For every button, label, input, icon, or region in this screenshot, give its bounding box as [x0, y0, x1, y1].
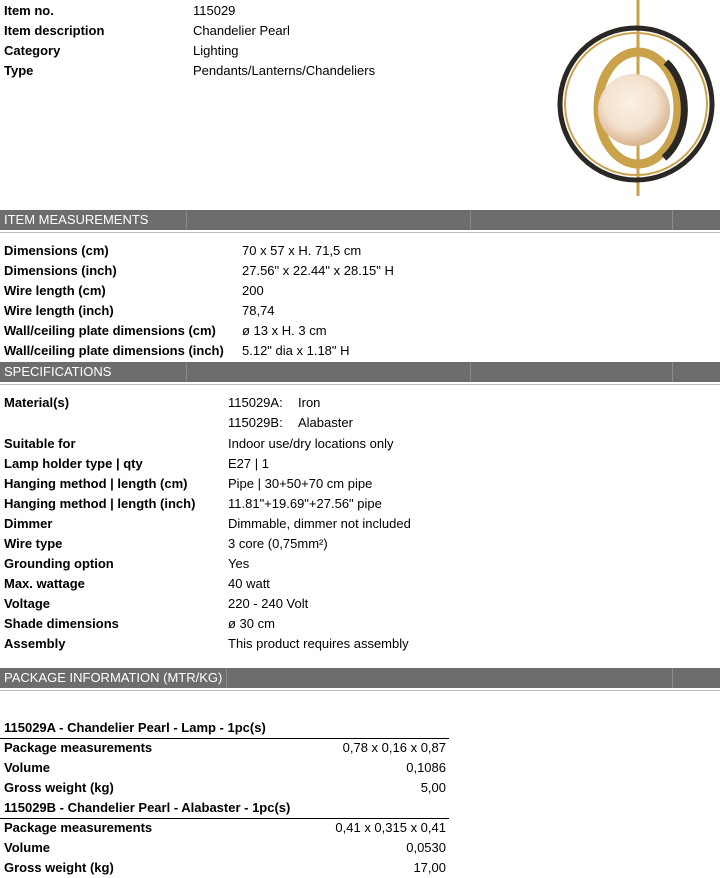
divider [0, 232, 720, 233]
spec-label: Voltage [4, 596, 50, 611]
package-label: Gross weight (kg) [4, 780, 114, 795]
package-value: 0,0530 [406, 840, 446, 855]
material-value: Alabaster [298, 415, 353, 430]
spec-label: Dimmer [4, 516, 53, 531]
spec-label: Lamp holder type | qty [4, 456, 143, 471]
package-value: 0,41 x 0,315 x 0,41 [335, 820, 446, 835]
package-group-rule [0, 738, 449, 739]
spec-value: Yes [228, 556, 250, 571]
measure-label: Wire length (cm) [4, 283, 106, 298]
measurements-title: ITEM MEASUREMENTS [4, 212, 149, 227]
spec-label: Assembly [4, 636, 66, 651]
spec-value: This product requires assembly [228, 636, 409, 651]
spec-value: 220 - 240 Volt [228, 596, 309, 611]
item-no-value: 115029 [193, 3, 236, 18]
package-label: Volume [4, 840, 50, 855]
measure-value: 27.56" x 22.44" x 28.15" H [242, 263, 394, 278]
package-label: Package measurements [4, 820, 153, 835]
spec-value: E27 | 1 [228, 456, 269, 471]
divider [0, 690, 720, 691]
spec-label: Wire type [4, 536, 63, 551]
specifications-title: SPECIFICATIONS [4, 364, 112, 379]
spec-value: Pipe | 30+50+70 cm pipe [228, 476, 373, 491]
spec-label: Max. wattage [4, 576, 85, 591]
spec-value: Indoor use/dry locations only [228, 436, 394, 451]
measure-label: Wall/ceiling plate dimensions (cm) [4, 323, 216, 338]
spec-value: Dimmable, dimmer not included [228, 516, 411, 531]
package-value: 0,1086 [406, 760, 446, 775]
type-label: Type [4, 63, 34, 78]
spec-value: ø 30 cm [228, 616, 275, 631]
item-description-label: Item description [4, 23, 105, 38]
spec-label: Hanging method | length (cm) [4, 476, 188, 491]
spec-value: 40 watt [228, 576, 270, 591]
product-image [548, 0, 720, 200]
spec-label: Hanging method | length (inch) [4, 496, 196, 511]
package-title: PACKAGE INFORMATION (MTR/KG) [4, 670, 223, 685]
alabaster-shade [598, 74, 670, 146]
measure-label: Dimensions (inch) [4, 263, 117, 278]
package-section-header [0, 668, 720, 688]
material-code: 115029A: [228, 395, 283, 410]
divider [0, 384, 720, 385]
package-group-rule [0, 818, 449, 819]
spec-value: 11.81"+19.69"+27.56" pipe [228, 496, 382, 511]
measure-value: 78,74 [242, 303, 275, 318]
package-value: 17,00 [413, 860, 446, 875]
item-description-value: Chandelier Pearl [193, 23, 290, 38]
measure-label: Wall/ceiling plate dimensions (inch) [4, 343, 224, 358]
package-label: Volume [4, 760, 50, 775]
specifications-section-header [0, 362, 720, 382]
type-value: Pendants/Lanterns/Chandeliers [193, 63, 376, 78]
spec-label: Suitable for [4, 436, 76, 451]
measure-value: ø 13 x H. 3 cm [242, 323, 327, 338]
measure-label: Wire length (inch) [4, 303, 114, 318]
spec-value: 3 core (0,75mm²) [228, 536, 328, 551]
item-no-label: Item no. [4, 3, 54, 18]
material-code: 115029B: [228, 415, 283, 430]
spec-label: Shade dimensions [4, 616, 119, 631]
category-label: Category [4, 43, 61, 58]
package-value: 5,00 [420, 780, 446, 795]
package-group-heading: 115029B - Chandelier Pearl - Alabaster - 1pc(s) [4, 800, 291, 815]
package-value: 0,78 x 0,16 x 0,87 [342, 740, 446, 755]
package-group-heading: 115029A - Chandelier Pearl - Lamp - 1pc(s) [4, 720, 266, 735]
category-value: Lighting [193, 43, 239, 58]
measure-value: 70 x 57 x H. 71,5 cm [242, 243, 362, 258]
material-value: Iron [298, 395, 321, 410]
package-label: Package measurements [4, 740, 153, 755]
package-label: Gross weight (kg) [4, 860, 114, 875]
measure-value: 200 [242, 283, 264, 298]
measurements-section-header [0, 210, 720, 230]
material-label: Material(s) [4, 395, 70, 410]
measure-value: 5.12" dia x 1.18" H [242, 343, 350, 358]
spec-label: Grounding option [4, 556, 114, 571]
measure-label: Dimensions (cm) [4, 243, 109, 258]
